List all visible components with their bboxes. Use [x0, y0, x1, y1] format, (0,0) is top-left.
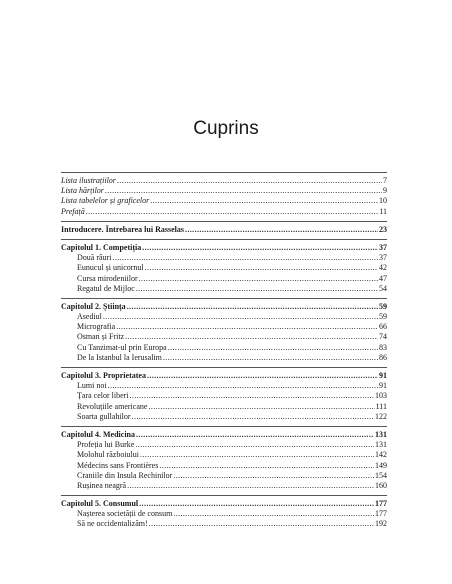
toc-entry-label: Lumi noi	[77, 381, 107, 391]
toc-section-entry[interactable]	[61, 381, 387, 391]
toc-entry-label: Regatul de Mijloc	[77, 283, 135, 293]
toc-section-entry[interactable]	[61, 343, 387, 353]
dot-leader	[142, 243, 378, 253]
toc-entry-illustrations[interactable]	[61, 176, 387, 186]
toc-entry-label: Asediul	[77, 312, 102, 322]
dot-leader	[132, 412, 374, 422]
toc-entry-page: 160	[375, 480, 387, 490]
toc-entry-page: 59	[379, 312, 387, 322]
toc-entry-tables[interactable]	[61, 196, 387, 206]
toc-entry-page: 177	[375, 499, 387, 509]
dot-leader	[139, 499, 374, 509]
toc-section-entry[interactable]	[61, 471, 387, 481]
dot-leader	[173, 471, 374, 481]
divider	[61, 298, 387, 299]
toc-entry-label: Prefață	[61, 206, 85, 216]
toc-entry-page: 9	[383, 186, 387, 196]
divider	[61, 221, 387, 222]
dot-leader	[139, 274, 378, 284]
toc-entry-page: 111	[375, 401, 387, 411]
toc-chapter-heading[interactable]	[61, 430, 387, 440]
toc-section-entry[interactable]	[61, 353, 387, 363]
dot-leader	[145, 263, 378, 273]
toc-section-entry[interactable]	[61, 274, 387, 284]
dot-leader	[140, 450, 374, 460]
toc-entry-label: Capitolul 2. Știința	[61, 301, 126, 311]
dot-leader	[136, 284, 378, 294]
toc-chapter-heading[interactable]	[61, 499, 387, 509]
toc-entry-page: 42	[379, 263, 387, 273]
toc-section-entry[interactable]	[61, 412, 387, 422]
toc-section-entry[interactable]	[61, 509, 387, 519]
toc-section-entry[interactable]	[61, 263, 387, 273]
dot-leader	[103, 312, 378, 322]
toc-entry-page: 91	[379, 381, 387, 391]
dot-leader	[148, 402, 374, 412]
toc-entry-page: 59	[379, 301, 387, 311]
toc-section-entry[interactable]	[61, 284, 387, 294]
toc-entry-label: Molohul războiului	[77, 450, 139, 460]
dot-leader	[147, 371, 378, 381]
toc-entry-label: Craniile din Insula Rechinilor	[77, 470, 173, 480]
toc-entry-page: 131	[375, 429, 387, 439]
toc-section-entry[interactable]	[61, 253, 387, 263]
dot-leader	[127, 481, 374, 491]
toc-entry-page: 66	[379, 322, 387, 332]
toc-entry-label: Capitolul 1. Competiția	[61, 242, 142, 252]
toc-entry-label: Cursa mirodeniilor	[77, 273, 138, 283]
toc-entry-page: 74	[379, 332, 387, 342]
toc-chapter-heading[interactable]	[61, 302, 387, 312]
toc-entry-page: 131	[375, 440, 387, 450]
dot-leader	[150, 196, 378, 206]
toc-entry-label: Capitolul 3. Proprietatea	[61, 371, 146, 380]
toc-chapter-heading[interactable]	[61, 371, 387, 381]
toc-entry-page: 192	[375, 519, 387, 529]
toc-section-entry[interactable]	[61, 312, 387, 322]
toc-entry-page: 149	[375, 460, 387, 470]
toc-section-entry[interactable]	[61, 440, 387, 450]
dot-leader	[116, 322, 378, 332]
toc-entry-label: Eunucul și unicornul	[77, 263, 144, 273]
toc-entry-preface[interactable]	[61, 207, 387, 217]
toc-section-entry[interactable]	[61, 391, 387, 401]
toc-section-entry[interactable]	[61, 461, 387, 471]
toc-entry-page: 122	[375, 411, 387, 421]
toc-entry-label: Soarta gullahilor	[77, 411, 131, 421]
toc-entry-label: Micrografia	[77, 322, 116, 332]
chapter-block	[61, 499, 387, 530]
toc-entry-label: Introducere. Întrebarea lui Rasselas	[61, 224, 184, 234]
toc-entry-label: Nașterea societății de consum	[77, 509, 173, 519]
toc-entry-label: Capitolul 4. Medicina	[61, 429, 136, 439]
toc-entry-page: 91	[379, 371, 387, 380]
divider	[61, 239, 387, 240]
dot-leader	[105, 186, 382, 196]
toc-entry-label: Lista ilustrațiilor	[61, 176, 116, 185]
toc-section-entry[interactable]	[61, 450, 387, 460]
dot-leader	[185, 225, 378, 235]
toc-entry-label: Capitolul 5. Consumul	[61, 499, 139, 509]
toc-section-entry[interactable]	[61, 519, 387, 529]
toc-entry-page: 142	[375, 450, 387, 460]
toc-entry-page: 54	[379, 283, 387, 293]
toc-entry-page: 11	[379, 206, 387, 216]
dot-leader	[117, 176, 382, 186]
toc-entry-page: 154	[375, 470, 387, 480]
toc-entry-label: De la Istanbul la Ierusalim	[77, 352, 162, 362]
dot-leader	[125, 332, 378, 342]
toc-entry-page: 10	[379, 196, 387, 206]
toc-entry-page: 103	[375, 391, 387, 401]
introduction-block	[61, 225, 387, 235]
chapter-block	[61, 430, 387, 491]
toc-entry-label: Rușinea neagră	[77, 480, 127, 490]
toc-entry-label: Să ne occidentalizăm!	[77, 519, 148, 529]
toc-entry-page: 23	[379, 224, 387, 234]
toc-entry-label: Médecins sans Frontières	[77, 460, 159, 470]
chapter-block	[61, 302, 387, 363]
toc-section-entry[interactable]	[61, 481, 387, 491]
toc-section-entry[interactable]	[61, 332, 387, 342]
toc-entry-label: Lista hărților	[61, 186, 104, 196]
toc-entry-label: Țara celor liberi	[77, 391, 129, 401]
dot-leader	[163, 353, 378, 363]
toc-chapter-heading[interactable]	[61, 243, 387, 253]
toc-entry-introduction[interactable]	[61, 225, 387, 235]
dot-leader	[108, 381, 378, 391]
page-title: Cuprins	[193, 118, 259, 139]
toc-entry-label: Revoluțiile americane	[77, 401, 148, 411]
table-of-contents	[61, 168, 387, 530]
divider	[61, 367, 387, 368]
toc-entry-page: 37	[379, 253, 387, 263]
divider	[61, 172, 387, 173]
toc-entry-label: Cu Tanzimat-ul prin Europa	[77, 342, 167, 352]
toc-entry-label: Osman și Fritz	[77, 332, 125, 342]
dot-leader	[130, 391, 374, 401]
toc-section-entry[interactable]	[61, 322, 387, 332]
dot-leader	[159, 461, 374, 471]
dot-leader	[168, 343, 378, 353]
toc-entry-page: 37	[379, 242, 387, 252]
dot-leader	[86, 207, 379, 217]
toc-entry-page: 177	[375, 509, 387, 519]
chapter-block	[61, 371, 387, 422]
dot-leader	[135, 440, 374, 450]
toc-entry-maps[interactable]	[61, 186, 387, 196]
dot-leader	[149, 519, 374, 529]
toc-entry-page: 47	[379, 273, 387, 283]
toc-entry-page: 86	[379, 352, 387, 362]
divider	[61, 495, 387, 496]
front-matter-list	[61, 176, 387, 217]
dot-leader	[112, 253, 378, 263]
chapter-block	[61, 243, 387, 294]
toc-entry-page: 83	[379, 342, 387, 352]
dot-leader	[127, 302, 378, 312]
toc-entry-label: Profeția lui Burke	[77, 440, 135, 450]
toc-entry-label: Două râuri	[77, 253, 112, 263]
toc-entry-page: 7	[383, 176, 387, 185]
dot-leader	[136, 430, 374, 440]
divider	[61, 426, 387, 427]
dot-leader	[173, 509, 374, 519]
toc-section-entry[interactable]	[61, 402, 387, 412]
toc-entry-label: Lista tabelelor și graficelor	[61, 196, 150, 206]
